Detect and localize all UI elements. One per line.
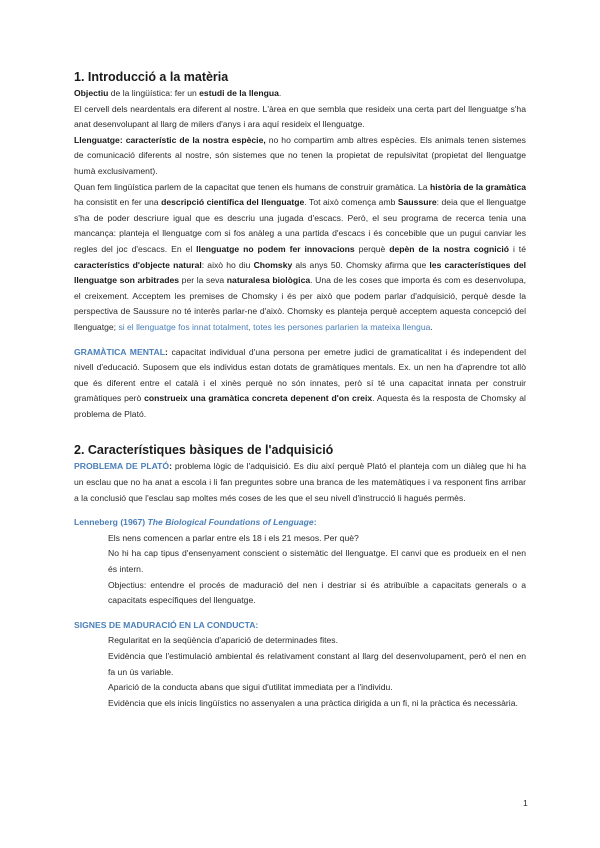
colon: : <box>313 517 317 528</box>
text-run: . Aquesta és la resposta de Chomsky al problema de Plató. <box>74 393 526 419</box>
bold-run: característics d'objecte natural <box>74 259 202 270</box>
text-run: i té <box>509 243 526 254</box>
text-run: de la lingüística: fer un <box>108 88 200 98</box>
text-run: perquè <box>354 243 390 254</box>
text-run: capacitat individual d'una persona per emetre judici de gramaticalitat i és independent del nivell d'educació. Suposem que els individus estan dotats de gramàtiques mentals. Ex. un nen ha d'aprendre tot allò que és diferent entre el català i el xinès perquè no són innates, però sí té una capacitat innata per construir gramàtiques però <box>74 346 526 404</box>
plato-problem-paragraph <box>74 459 526 506</box>
list-item: No hi ha cap tipus d'ensenyament conscient o sistemàtic del llenguatge. El canvi que es produeix en el nen és intern. <box>108 548 526 575</box>
lenneberg-author: Lenneberg (1967) <box>74 517 148 528</box>
bold-run: Saussure <box>397 197 437 208</box>
bold-run: estudi de la llengua <box>199 88 279 98</box>
text-run: : deia que el llenguatge s'ha de poder descriure igual que es descriu una jugada d'escacs. Però, el seu programa de recerca tenia una mancança: planteja el llenguatge com si fos anàleg a una partida d'escacs i és concebible que un pugui canviar les regles del joc d'escacs. En el <box>74 197 526 254</box>
signes-title: SIGNES DE MADURACIÓ EN LA CONDUCTA: <box>74 619 259 630</box>
text-run: . <box>278 88 282 98</box>
colon: : <box>164 346 168 357</box>
text-run: . Una de les coses que importa és com es desenvolupa, el creixement. Acceptem les premises de Chomsky i és per això que podem parlar d'adquisició, perquè desde la perspectiva de Saussure no té interès parlar-ne d'això. Chomsky es planteja perquè acceptem aquesta concepció del llenguatge; <box>74 275 526 332</box>
lenneberg-heading <box>74 515 526 531</box>
bold-run: descripció científica del llenguatge <box>161 197 305 208</box>
page-number: 1 <box>523 798 528 808</box>
bold-run: Chomsky <box>253 259 293 270</box>
list-item: Evidència que l'estimulació ambiental és relativament constant al llarg del desenvolupament, però el nen en fa un ús variable. <box>108 651 526 677</box>
bold-run: construeix una gramàtica concreta depenent d'on creix <box>144 393 373 404</box>
text-run: problema lògic de l'adquisició. Es diu així perquè Plató el planteja com un diàleg que hi ha un esclau que no ha anat a escola i li fan preguntes sobre una branca de les matemàtiques i va responent fins arribar a la conclusió que l'esclau sap moltes més coses de les que el seu nivell d'instrucció li hagués permès. <box>74 461 526 503</box>
bold-run: naturalesa biològica <box>226 275 311 286</box>
list-item: Objectius: entendre el procés de maduració del nen i destriar si és atribuïble a capacitats generals o a capacitats específiques del llenguatge. <box>108 579 526 606</box>
text-run: . <box>430 321 433 332</box>
plato-problem-label: PROBLEMA DE PLATÓ <box>74 461 170 472</box>
text-run: . Tot això comença amb <box>304 197 398 208</box>
colon: : <box>169 461 172 472</box>
bold-run: llenguatge no podem fer innovacions <box>196 243 355 254</box>
list-item: Evidència que els inicis lingüístics no assenyalen a una pràctica dirigida a un fi, ni la pràctica és necessària. <box>108 697 518 708</box>
text-run: no ho compartim amb altres espècies. Els animals tenen sistemes de comunicació diferents al nostre, són sistemes que no tenen la propietat de repulsivitat (propietat del llenguatge humà exclusivament). <box>74 134 526 176</box>
list-item: Aparició de la conducta abans que sigui d'utilitat immediata per a l'individu. <box>108 682 393 693</box>
list-item: Els nens comencen a parlar entre els 18 i els 21 mesos. Per què? <box>108 532 359 543</box>
lenneberg-book: The Biological Foundations of Lenguage <box>147 517 314 528</box>
mental-grammar-label: GRAMÀTICA MENTAL <box>74 346 165 357</box>
objective-paragraph <box>74 86 526 102</box>
language-paragraph <box>74 133 526 180</box>
lenneberg-list <box>108 531 526 609</box>
signes-heading <box>74 618 526 634</box>
text-run: als anys 50. Chomsky afirma que <box>292 259 430 270</box>
bold-run: Llenguatge: característic de la nostra espècie, <box>74 134 266 145</box>
bold-run: les característiques del llenguatge son arbitrades <box>74 259 527 286</box>
section-2-title: 2. Característiques bàsiques de l'adquisició <box>74 443 334 458</box>
objective-label: Objectiu <box>74 88 109 98</box>
mental-grammar-paragraph <box>74 345 526 423</box>
text-run: : això ho diu <box>201 259 254 270</box>
highlight-run: si el llenguatge fos innat totalment, totes les persones parlarien la mateixa llengua <box>118 321 431 332</box>
signes-list <box>108 633 526 711</box>
text-run: Quan fem lingüística parlem de la capacitat que tenen els humans de construir gramàtica. La <box>74 181 430 192</box>
section-1-title: 1. Introducció a la matèria <box>74 70 229 84</box>
document-page <box>74 70 526 711</box>
list-item: Regularitat en la seqüència d'aparició de determinades fites. <box>108 635 338 646</box>
brain-paragraph: El cervell dels neardentals era diferent al nostre. L'àrea en que sembla que resideix una certa part del llenguatge s'ha anat desenvolupant al llarg de milers d'anys i ara aquí resideix el llenguatge. <box>74 103 526 130</box>
text-run: per la seva <box>179 275 227 286</box>
text-run: ha consistit en fer una <box>74 197 162 208</box>
grammar-history-paragraph <box>74 180 526 336</box>
bold-run: història de la gramàtica <box>429 181 527 192</box>
bold-run: depèn de la nostra cognició <box>389 243 510 254</box>
